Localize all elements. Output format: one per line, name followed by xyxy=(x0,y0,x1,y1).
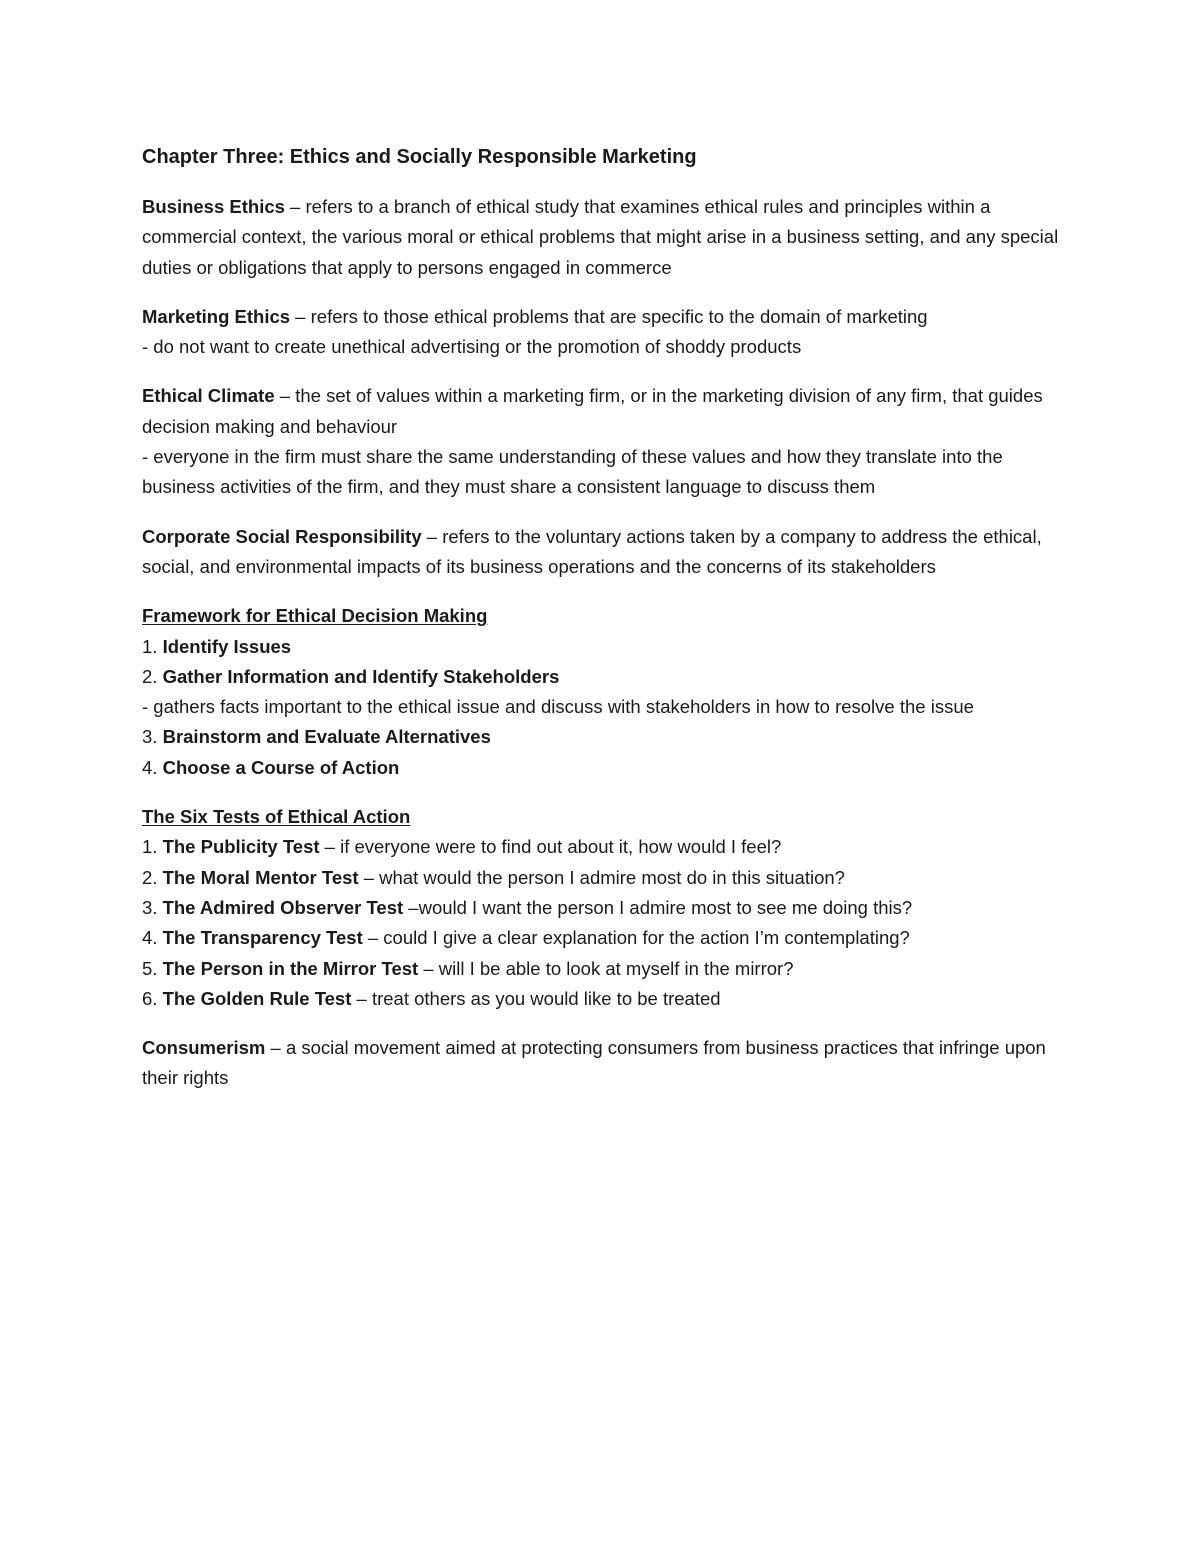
item-number: 4. xyxy=(142,756,163,778)
definition-paragraph xyxy=(142,1033,1062,1094)
item-text: – if everyone were to find out about it, how would I feel? xyxy=(319,836,782,858)
item-label: Gather Information and Identify Stakeholders xyxy=(162,665,560,687)
six-tests-section xyxy=(142,802,1062,1014)
list-item xyxy=(142,662,1062,692)
definition-note: - do not want to create unethical advertising or the promotion of shoddy products xyxy=(142,336,802,358)
item-label: Identify Issues xyxy=(162,635,292,657)
list-item xyxy=(142,832,1062,862)
definition-business-ethics xyxy=(142,192,1062,283)
item-label: The Moral Mentor Test xyxy=(162,866,359,888)
list-item xyxy=(142,632,1062,662)
item-label: Brainstorm and Evaluate Alternatives xyxy=(162,726,491,748)
item-number: 1. xyxy=(142,635,163,657)
item-label: The Golden Rule Test xyxy=(162,987,352,1009)
term-csr: Corporate Social Responsibility xyxy=(142,525,422,547)
definition-csr xyxy=(142,522,1062,583)
definition-text: – a social movement aimed at protecting consumers from business practices that infringe upon their rights xyxy=(142,1037,1046,1089)
list-item xyxy=(142,863,1062,893)
item-text: – treat others as you would like to be treated xyxy=(351,987,721,1009)
framework-heading: Framework for Ethical Decision Making xyxy=(142,605,488,627)
definition-text: – refers to a branch of ethical study that examines ethical rules and principles within a commercial context, the various moral or ethical problems that might arise in a business setting, and any special duties or obligations that apply to persons engaged in commerce xyxy=(142,196,1059,278)
definition-ethical-climate xyxy=(142,381,1062,502)
item-text: – could I give a clear explanation for the action I’m contemplating? xyxy=(362,927,910,949)
item-number: 4. xyxy=(142,927,163,949)
term-business-ethics: Business Ethics xyxy=(142,196,285,217)
term-ethical-climate: Ethical Climate xyxy=(142,385,275,407)
definition-marketing-ethics xyxy=(142,302,1062,363)
item-number: 2. xyxy=(142,866,163,888)
definition-paragraph xyxy=(142,381,1062,442)
term-marketing-ethics: Marketing Ethics xyxy=(142,305,291,327)
item-text: –would I want the person I admire most to see me doing this? xyxy=(403,896,913,918)
definition-paragraph xyxy=(142,192,1062,283)
definition-paragraph xyxy=(142,522,1062,583)
list-item xyxy=(142,893,1062,923)
item-number: 3. xyxy=(142,726,163,748)
document-page xyxy=(142,142,1062,1113)
list-item xyxy=(142,923,1062,953)
item-number: 2. xyxy=(142,665,163,687)
item-label: The Person in the Mirror Test xyxy=(162,957,419,979)
list-item xyxy=(142,722,1062,752)
item-label: The Transparency Test xyxy=(162,927,363,949)
list-item xyxy=(142,753,1062,783)
chapter-title: Chapter Three: Ethics and Socially Responsible Marketing xyxy=(142,146,697,168)
item-text: – what would the person I admire most do in this situation? xyxy=(358,866,845,888)
definition-note: - everyone in the firm must share the same understanding of these values and how they translate into the business activities of the firm, and they must share a consistent language to discuss them xyxy=(142,446,1003,498)
list-item xyxy=(142,984,1062,1014)
item-label: The Publicity Test xyxy=(162,836,320,858)
definition-paragraph xyxy=(142,302,1062,332)
item-number: 1. xyxy=(142,836,163,858)
list-item-note: - gathers facts important to the ethical issue and discuss with stakeholders in how to resolve the issue xyxy=(142,696,974,718)
six-tests-heading: The Six Tests of Ethical Action xyxy=(142,806,411,828)
item-number: 6. xyxy=(142,987,163,1009)
definition-consumerism xyxy=(142,1033,1062,1094)
item-number: 3. xyxy=(142,896,163,918)
item-number: 5. xyxy=(142,957,163,979)
item-text: – will I be able to look at myself in the mirror? xyxy=(418,957,794,979)
term-consumerism: Consumerism xyxy=(142,1037,266,1059)
list-item xyxy=(142,954,1062,984)
definition-text: – refers to those ethical problems that are specific to the domain of marketing xyxy=(290,305,928,327)
definition-text: – refers to the voluntary actions taken by a company to address the ethical, social, and environmental impacts of its business operations and the concerns of its stakeholders xyxy=(142,525,1042,577)
item-label: Choose a Course of Action xyxy=(162,756,400,778)
framework-section xyxy=(142,601,1062,783)
definition-text: – the set of values within a marketing firm, or in the marketing division of any firm, that guides decision making and behaviour xyxy=(142,385,1043,437)
item-label: The Admired Observer Test xyxy=(162,896,404,918)
